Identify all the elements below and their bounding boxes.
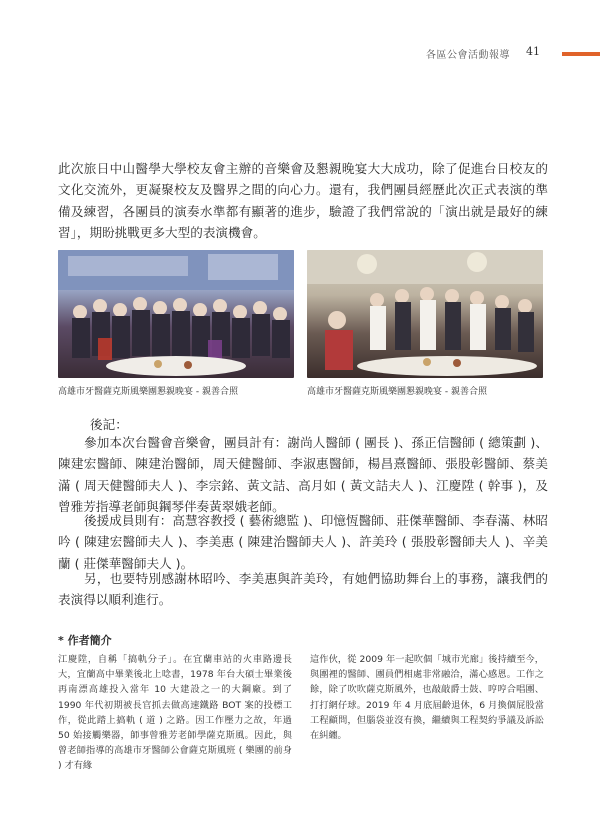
photo-caption-right: 高雄市牙醫薩克斯風樂團懇親晚宴 - 親善合照 bbox=[307, 387, 487, 397]
group-photo-right-illustration bbox=[307, 250, 543, 378]
members-paragraph: 參加本次台醫會音樂會，團員計有：謝尚人醫師 ( 團長 )、孫正信醫師 ( 總策劃 )、陳建宏醫師、陳建治醫師，周天健醫師、李淑惠醫師，楊昌熹醫師、張股彰醫師、蔡美滿 ( 周天健醫師夫人 )、李宗銘、黃文詰、高月如 ( 黃文詰夫人 )、江慶陞 ( 幹事 )，及曾雅芳指導老師與鋼琴伴奏黃翠娥老師。 bbox=[58, 435, 548, 514]
intro-paragraph: 此次旅日中山醫學大學校友會主辦的音樂會及懇親晚宴大大成功，除了促進台日校友的文化交流外，更凝聚校友及醫界之間的向心力。還有，我們團員經歷此次正式表演的準備及練習，各團員的演奏水準都有顯著的進步，驗證了我們常說的「演出就是最好的練習」，期盼挑戰更多大型的表演機會。 bbox=[58, 161, 548, 240]
supporters-paragraph: 後援成員則有：高慧容教授 ( 藝術總監 )、印憶恆醫師、莊傑華醫師、李春滿、林昭吟 ( 陳建宏醫師夫人 )、李美惠 ( 陳建治醫師夫人 )、許美玲 ( 張股彰醫師夫人 )、辛美蘭 ( 莊傑華醫師夫人 )。 bbox=[58, 513, 548, 571]
page-header bbox=[0, 46, 600, 62]
author-bio-left: 江慶陞，自稱「搞軌分子」。在宜蘭車站的火車路邊長大，宜蘭高中畢業後北上唸書，1978 年台大碩士畢業後再南漂高雄投入當年 10 大建設之一的大鋼廠。到了 1990 年代初期被長官抓去做高速鐵路 BOT 案的投標工作，從此踏上搞軌 ( 道 ) 之路。因工作壓力之故，年過 50 始接觸樂器，師事曾雅芳老師學薩克斯風。因此，與曾老師指導的高雄市牙醫師公會薩克斯風班 ( 樂團的前身 ) 才有緣 bbox=[58, 654, 292, 772]
group-photo-left-illustration bbox=[58, 250, 294, 378]
author-heading: * 作者簡介 bbox=[58, 634, 112, 647]
author-bio-right: 這作伙，從 2009 年一起吹個「城市光廊」後持續至今，與團裡的醫師、團員們相處非常融洽，滿心感恩。工作之餘，除了吹吹薩克斯風外，也敲敲爵士鼓、哼哼合唱團、打打網仔球。2019 年 4 月底屆齡退休，6 月換個屁股當工程顧問，但腦袋並沒有換，繼續與工程契約爭議及訴訟在糾纏。 bbox=[310, 654, 544, 742]
photo-group-right bbox=[307, 250, 543, 378]
photo-group-left bbox=[58, 250, 294, 378]
afterword-title: 後記： bbox=[90, 417, 128, 432]
photo-caption-left: 高雄市牙醫薩克斯風樂團懇親晚宴 - 親善合照 bbox=[58, 387, 238, 397]
page-number: 41 bbox=[526, 45, 540, 58]
thanks-paragraph: 另，也要特別感謝林昭吟、李美惠與許美玲，有她們協助舞台上的事務，讓我們的表演得以順利進行。 bbox=[58, 571, 548, 608]
section-title: 各區公會活動報導 bbox=[426, 50, 510, 61]
accent-bar bbox=[562, 52, 600, 56]
